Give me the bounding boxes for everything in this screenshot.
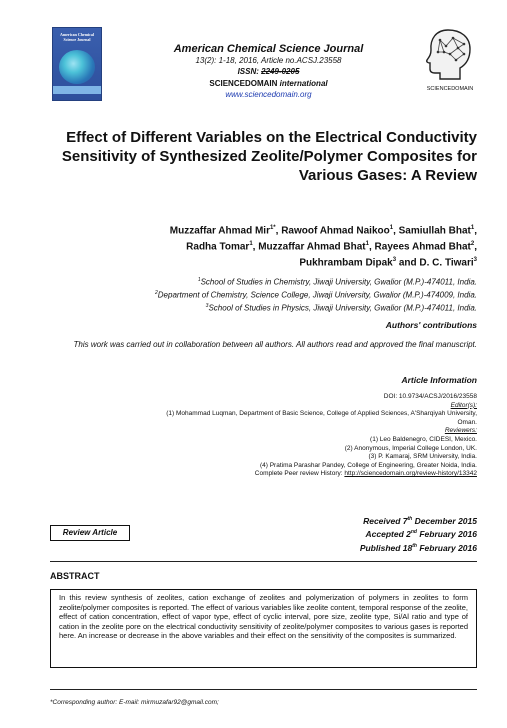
abstract-heading: ABSTRACT: [50, 571, 100, 581]
reviewer-3: (3) P. Kamaraj, SRM University, India.: [368, 453, 477, 461]
corresponding-author-footnote: *Corresponding author: E-mail: mirmuzafar92@gmail.com;: [50, 699, 219, 706]
divider: [50, 561, 477, 562]
publisher: SCIENCEDOMAIN international: [209, 79, 328, 88]
journal-issn: ISSN: 2249-0205: [237, 67, 300, 76]
editors-label: Editor(s):: [450, 401, 477, 409]
reviewer-2: (2) Anonymous, Imperial College London, UK.: [344, 444, 477, 452]
publisher-website[interactable]: www.sciencedomain.org: [225, 90, 312, 99]
affiliation-3: $^3$School of Studies in Physics, Jiwaji University, Gwalior (M.P.)-474011, India.: [205, 303, 477, 313]
published-date: Published 18th February 2016: [359, 542, 477, 553]
contributions-text: This work was carried out in collaboration between all authors. All authors read and approved the final manuscript.: [73, 340, 477, 349]
contributions-heading: Authors' contributions: [385, 320, 477, 330]
journal-header: [150, 44, 387, 100]
head-profile-icon: [420, 24, 480, 82]
affiliation-2: $^2$Department of Chemistry, Science College, Jiwaji University, Gwalior (M.P.)-474009, India.: [154, 290, 477, 300]
sciencedomain-logo: [420, 24, 480, 92]
author-line-2: Radha Tomar$^1$, Muzzaffar Ahmad Bhat$^1$, Rayees Ahmad Bhat$^2$,: [186, 240, 477, 253]
reviewers-label: Reviewers:: [444, 427, 477, 435]
footnote-divider: [50, 689, 477, 690]
cover-band: [53, 86, 101, 94]
editor-1: (1) Mohammad Luqman, Department of Basic Science, College of Applied Sciences, A'Sharqiyah University,: [166, 410, 477, 418]
received-date: Received 7th December 2015: [363, 515, 477, 526]
abstract-text: In this review synthesis of zeolites, cation exchange of zeolites and polymerization of polymers in zeolites to form zeolite/polymer composites is reported. The effect of various variables like zeolite content, temporal response of the zeolite, effect of cation concentration, effect of vapor type, effect of cyclic interval, pore size, zeolite type, Si/Al ratio and type of cation in the zeolite pore on the electrical conductivity sensitivity of zeolite/polymer composites to various gases is reported here. An increase or decrease in the above variables and their effect on the sensitivity of the composites is summarized.: [50, 589, 477, 668]
doi: DOI: 10.9734/ACSJ/2016/23558: [383, 393, 477, 400]
accepted-date: Accepted 2nd February 2016: [365, 529, 477, 540]
article-info-heading: Article Information: [401, 375, 477, 385]
affiliations: [60, 275, 477, 314]
cover-title: American Chemical Science Journal: [59, 32, 95, 42]
journal-cover-image: [52, 27, 102, 101]
cover-illustration: [59, 50, 95, 84]
article-title: Effect of Different Variables on the Electrical Conductivity Sensitivity of Synthesized Zeolite/Polymer Composites for Various Gases: A Review: [61, 129, 477, 184]
logo-wordmark: SCIENCEDOMAIN: [426, 86, 474, 92]
reviewer-1: (1) Leo Baldenegro, CIDESI, Mexico.: [370, 435, 477, 443]
reviewer-4: (4) Pratima Parashar Pandey, College of Engineering, Greater Noida, India.: [259, 461, 477, 469]
author-line-1: Muzzaffar Ahmad Mir$^{1*}$, Rawoof Ahmad Naikoo$^1$, Samiullah Bhat$^1$,: [169, 225, 477, 237]
author-list: [60, 222, 477, 269]
review-history: Complete Peer review History: http://sciencedomain.org/review-history/13342: [254, 470, 477, 478]
author-line-3: Pukhrambam Dipak$^3$ and D. C. Tiwari$^3$: [299, 256, 477, 268]
journal-issue: 13(2): 1-18, 2016, Article no.ACSJ.23558: [195, 56, 342, 65]
article-type-badge: Review Article: [50, 525, 130, 541]
publication-dates: [300, 514, 477, 554]
editor-1-country: Oman.: [457, 418, 477, 426]
article-info: [60, 393, 477, 479]
review-history-link[interactable]: http://sciencedomain.org/review-history/13342: [344, 470, 477, 478]
journal-name: American Chemical Science Journal: [173, 43, 364, 55]
affiliation-1: $^1$School of Studies in Chemistry, Jiwaji University, Gwalior (M.P.)-474011, India.: [197, 277, 477, 287]
